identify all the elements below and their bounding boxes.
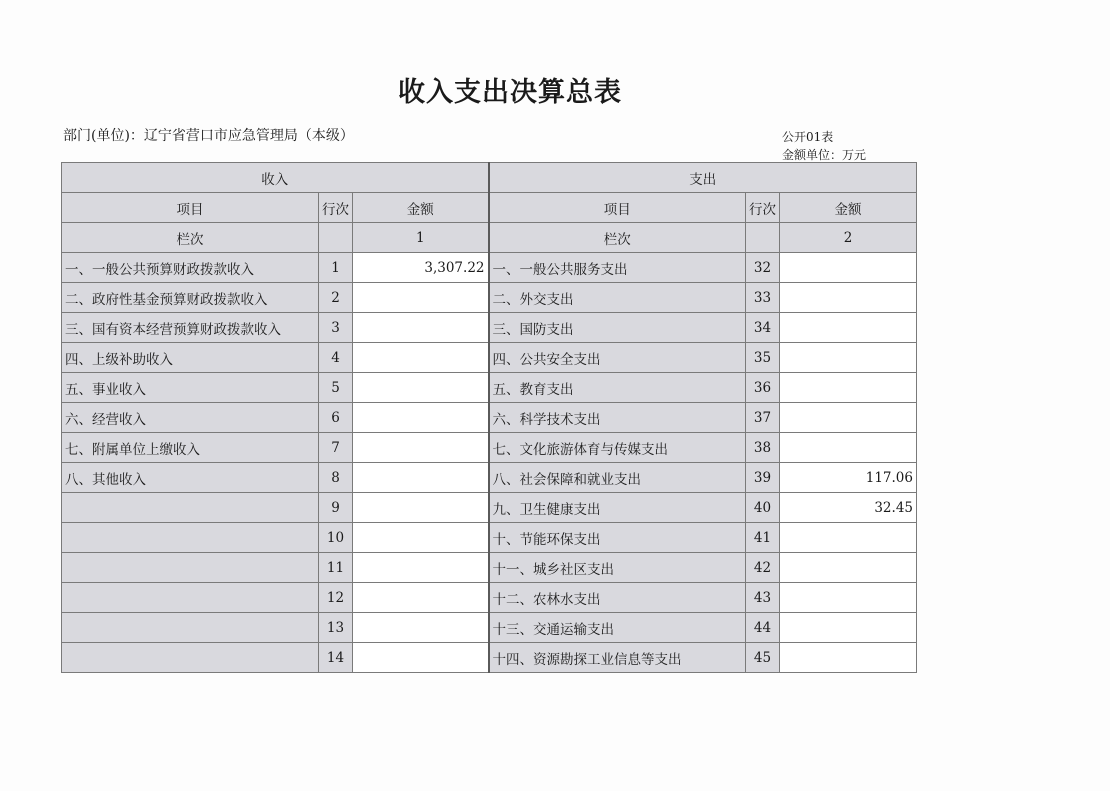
expense-amount-cell [780, 613, 917, 643]
expense-item-cell: 六、科学技术支出 [489, 403, 746, 433]
income-row-no-cell: 14 [319, 643, 353, 673]
income-amount-cell [353, 553, 489, 583]
expense-row-no-cell: 45 [746, 643, 780, 673]
expense-item-cell: 五、教育支出 [489, 373, 746, 403]
expense-header: 支出 [489, 163, 917, 193]
expense-amount-cell [780, 343, 917, 373]
income-item-cell [62, 583, 319, 613]
expense-item-cell: 十一、城乡社区支出 [489, 553, 746, 583]
table-row [62, 253, 917, 283]
expense-row-no-cell: 33 [746, 283, 780, 313]
income-amount-cell [353, 493, 489, 523]
income-header: 收入 [62, 163, 489, 193]
table-row [62, 343, 917, 373]
income-amount-cell: 3,307.22 [353, 253, 489, 283]
amount-unit: 金额单位：万元 [782, 148, 867, 162]
expense-column-no-blank [746, 223, 780, 253]
expense-row-no-header: 行次 [746, 193, 780, 223]
income-amount-cell [353, 313, 489, 343]
income-row-no-cell: 12 [319, 583, 353, 613]
income-row-no-cell: 3 [319, 313, 353, 343]
income-item-cell [62, 613, 319, 643]
expense-row-no-cell: 41 [746, 523, 780, 553]
form-code: 公开01表 [782, 130, 834, 144]
expense-amount-header: 金额 [780, 193, 917, 223]
income-amount-cell [353, 643, 489, 673]
income-amount-cell [353, 343, 489, 373]
expense-amount-cell [780, 523, 917, 553]
expense-row-no-cell: 44 [746, 613, 780, 643]
table-row [62, 553, 917, 583]
income-row-no-cell: 8 [319, 463, 353, 493]
income-row-no-cell: 11 [319, 553, 353, 583]
expense-amount-cell [780, 283, 917, 313]
department-label: 部门(单位)：辽宁省营口市应急管理局（本级） [63, 128, 354, 144]
income-amount-cell [353, 283, 489, 313]
income-row-no-cell: 7 [319, 433, 353, 463]
income-item-cell: 二、政府性基金预算财政拨款收入 [62, 283, 319, 313]
income-item-cell [62, 493, 319, 523]
income-row-no-cell: 9 [319, 493, 353, 523]
table-row [62, 403, 917, 433]
income-item-cell [62, 553, 319, 583]
expense-row-no-cell: 43 [746, 583, 780, 613]
expense-amount-cell [780, 643, 917, 673]
income-item-cell [62, 523, 319, 553]
income-item-cell: 三、国有资本经营预算财政拨款收入 [62, 313, 319, 343]
income-row-no-cell: 2 [319, 283, 353, 313]
income-amount-cell [353, 583, 489, 613]
table-row [62, 523, 917, 553]
expense-row-no-cell: 35 [746, 343, 780, 373]
income-item-cell [62, 643, 319, 673]
income-item-cell: 八、其他收入 [62, 463, 319, 493]
expense-row-no-cell: 39 [746, 463, 780, 493]
income-amount-cell [353, 523, 489, 553]
table-row [62, 643, 917, 673]
income-row-no-cell: 1 [319, 253, 353, 283]
table-row [62, 493, 917, 523]
income-expense-table [61, 162, 917, 673]
income-item-cell: 六、经营收入 [62, 403, 319, 433]
expense-amount-cell: 32.45 [780, 493, 917, 523]
expense-item-cell: 十四、资源勘探工业信息等支出 [489, 643, 746, 673]
table-row [62, 583, 917, 613]
expense-row-no-cell: 42 [746, 553, 780, 583]
income-row-no-cell: 6 [319, 403, 353, 433]
income-row-no-header: 行次 [319, 193, 353, 223]
income-column-no-value: 1 [353, 223, 489, 253]
income-column-no-label: 栏次 [62, 223, 319, 253]
expense-amount-cell [780, 553, 917, 583]
expense-amount-cell [780, 373, 917, 403]
table-row [62, 283, 917, 313]
expense-amount-cell [780, 433, 917, 463]
expense-item-cell: 七、文化旅游体育与传媒支出 [489, 433, 746, 463]
income-row-no-cell: 10 [319, 523, 353, 553]
expense-amount-cell [780, 403, 917, 433]
income-row-no-cell: 4 [319, 343, 353, 373]
table-row [62, 313, 917, 343]
expense-row-no-cell: 37 [746, 403, 780, 433]
expense-item-cell: 二、外交支出 [489, 283, 746, 313]
expense-row-no-cell: 36 [746, 373, 780, 403]
expense-item-cell: 十、节能环保支出 [489, 523, 746, 553]
income-item-cell: 一、一般公共预算财政拨款收入 [62, 253, 319, 283]
table-row [62, 433, 917, 463]
income-amount-cell [353, 613, 489, 643]
income-item-cell: 四、上级补助收入 [62, 343, 319, 373]
expense-item-header: 项目 [489, 193, 746, 223]
income-row-no-cell: 5 [319, 373, 353, 403]
income-amount-cell [353, 373, 489, 403]
expense-item-cell: 八、社会保障和就业支出 [489, 463, 746, 493]
income-item-header: 项目 [62, 193, 319, 223]
income-row-no-cell: 13 [319, 613, 353, 643]
expense-amount-cell [780, 583, 917, 613]
income-amount-cell [353, 463, 489, 493]
table-row [62, 613, 917, 643]
income-amount-cell [353, 433, 489, 463]
table-row [62, 463, 917, 493]
expense-row-no-cell: 32 [746, 253, 780, 283]
expense-column-no-label: 栏次 [489, 223, 746, 253]
table-body [62, 253, 917, 673]
expense-column-no-value: 2 [780, 223, 917, 253]
page-title: 收入支出决算总表 [398, 77, 622, 108]
income-item-cell: 七、附属单位上缴收入 [62, 433, 319, 463]
table-row [62, 373, 917, 403]
expense-row-no-cell: 40 [746, 493, 780, 523]
expense-item-cell: 三、国防支出 [489, 313, 746, 343]
income-item-cell: 五、事业收入 [62, 373, 319, 403]
expense-item-cell: 十二、农林水支出 [489, 583, 746, 613]
expense-amount-cell: 117.06 [780, 463, 917, 493]
expense-item-cell: 十三、交通运输支出 [489, 613, 746, 643]
expense-amount-cell [780, 253, 917, 283]
income-column-no-blank [319, 223, 353, 253]
income-amount-header: 金额 [353, 193, 489, 223]
expense-item-cell: 四、公共安全支出 [489, 343, 746, 373]
income-amount-cell [353, 403, 489, 433]
expense-amount-cell [780, 313, 917, 343]
expense-item-cell: 一、一般公共服务支出 [489, 253, 746, 283]
expense-item-cell: 九、卫生健康支出 [489, 493, 746, 523]
expense-row-no-cell: 34 [746, 313, 780, 343]
expense-row-no-cell: 38 [746, 433, 780, 463]
